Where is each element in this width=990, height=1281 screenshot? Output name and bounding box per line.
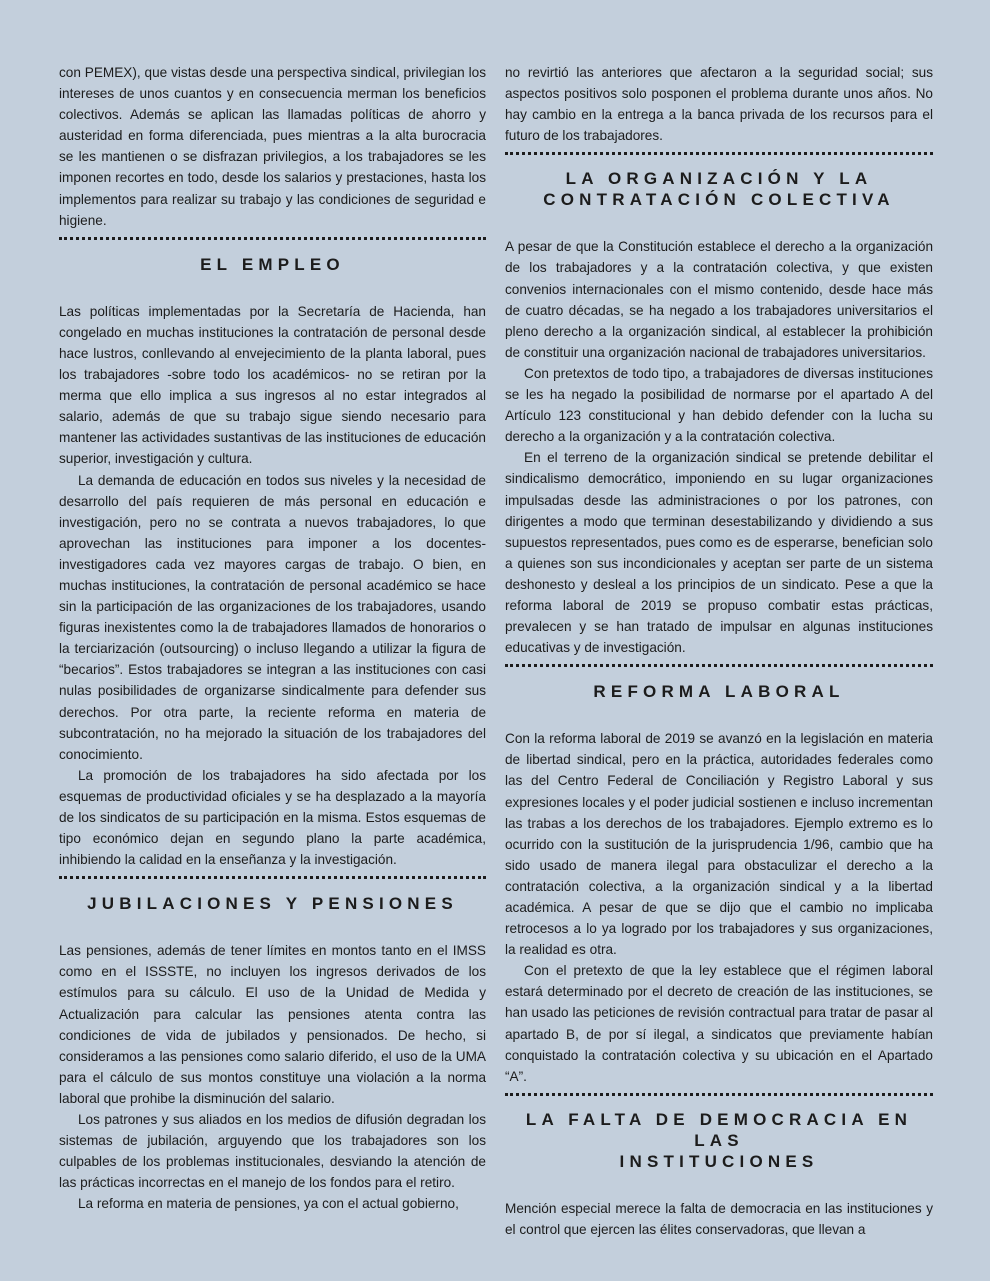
- left-intro-paragraph: con PEMEX), que vistas desde una perspectiva sindical, privilegian los intereses de unos cuantos y en consecuencia merman los beneficios colectivos. Además se aplican las llamadas políticas de ahorro y austeridad en forma diferenciada, pues mientras a la alta burocracia se les mantienen o se disfrazan privilegios, a los trabajadores se les imponen recortes en todo, desde los salarios y prestaciones, hasta los implementos para realizar su trabajo y las condiciones de seguridad e higiene.: [59, 65, 486, 228]
- pensiones-paragraph-3: La reforma en materia de pensiones, ya con el actual gobierno,: [78, 1196, 459, 1212]
- dotted-separator: [59, 876, 486, 879]
- right-column: [505, 62, 933, 1240]
- dotted-separator: [59, 237, 486, 240]
- dotted-separator: [505, 1093, 933, 1096]
- empleo-paragraph-2: La demanda de educación en todos sus niveles y la necesidad de desarrollo del país requieren de más personal en educación e investigación, pero no se contrata a nuevos trabajadores, lo que aprovechan las instituciones para imponer a los docentes-investigadores cada vez mayores cargas de trabajo. O bien, en muchas instituciones, la contratación de personal académico se hace sin la participación de las organizaciones de los trabajadores, usando figuras inexistentes como la de trabajadores llamados de honorarios o la terciarización (outsourcing) o incluso llegando a utilizar la figura de “becarios”. Estos trabajadores se integran a las instituciones con casi nulas posibilidades de organizarse sindicalmente para defender sus derechos. Por otra parte, la reciente reforma en materia de subcontratación, no ha mejorado la situación de los trabajadores del conocimiento.: [59, 472, 486, 762]
- heading-line-2: CONTRATACIÓN COLECTIVA: [543, 190, 895, 210]
- section-heading-democracia: [505, 1109, 933, 1172]
- section-heading-pensiones: JUBILACIONES Y PENSIONES: [87, 894, 458, 914]
- empleo-paragraph-3: La promoción de los trabajadores ha sido afectada por los esquemas de productividad oficiales y se ha desplazado a la mayoría de los sindicatos de su participación en la misma. Estos esquemas de tipo económico dejan en segundo plano la parte académica, inhibiendo la calidad en la enseñanza y la investigación.: [59, 767, 486, 868]
- reforma-paragraph-2: Con el pretexto de que la ley establece que el régimen laboral estará determinado por el decreto de creación de las instituciones, se han usado las peticiones de revisión contractual para tratar de pasar al apartado B, de por sí ilegal, a sindicatos que previamente habían conquistado la contratación colectiva y su ubicación en el Apartado “A”.: [505, 963, 933, 1084]
- section-heading-reforma: REFORMA LABORAL: [593, 682, 845, 702]
- section-heading-empleo: EL EMPLEO: [200, 254, 345, 274]
- right-intro-paragraph: no revirtió las anteriores que afectaron a la seguridad social; sus aspectos positivos solo posponen el problema durante unos años. No hay cambio en la entrega a la banca privada de los recursos para el futuro de los trabajadores.: [505, 65, 933, 144]
- section-heading-organizacion: [505, 168, 933, 210]
- pensiones-paragraph-2: Los patrones y sus aliados en los medios de difusión degradan los sistemas de jubilación, arguyendo que los trabajadores son los culpables de los problemas institucionales, desviando la atención de las prácticas incorrectas en el manejo de los fondos para el retiro.: [59, 1112, 486, 1191]
- empleo-paragraph-1: Las políticas implementadas por la Secretaría de Hacienda, han congelado en muchas instituciones la contratación de personal desde hace lustros, conllevando al envejecimiento de la planta laboral, pues los trabajadores -sobre todo los académicos- no se retiran por la merma que ello implica a sus ingresos al no estar integrados al salario, además de que su trabajo sigue siendo necesario para mantener las actividades sustantivas de las instituciones de educación superior, investigación y cultura.: [59, 303, 486, 467]
- pensiones-paragraph-1: Las pensiones, además de tener límites en montos tanto en el IMSS como en el ISSSTE, no incluyen los ingresos derivados de los estímulos para su cálculo. El uso de la Unidad de Medida y Actualización para calcular las pensiones atenta contra las condiciones de vida de jubilados y pensionados. De hecho, si consideramos a las pensiones como salario diferido, el uso de la UMA para el cálculo de sus montos constituye una violación a la norma laboral que prohibe la disminución del salario.: [59, 943, 486, 1106]
- organizacion-paragraph-2: Con pretextos de todo tipo, a trabajadores de diversas instituciones se les ha negado la posibilidad de normarse por el apartado A del Artículo 123 constitucional y han debido defender con la lucha su derecho a la organización y a la contratación colectiva.: [505, 365, 933, 445]
- organizacion-paragraph-1: A pesar de que la Constitución establece el derecho a la organización de los trabajadores y a la contratación colectiva, y que existen convenios internacionales con el mismo contenido, desde hace más de cuatro décadas, se ha negado a los trabajadores universitarios el pleno derecho a la organización sindical, al establecer la prohibición de constituir una organización nacional de trabajadores universitarios.: [505, 239, 933, 360]
- left-column: [59, 62, 486, 1215]
- heading-line-1: LA FALTA DE DEMOCRACIA EN LAS: [525, 1109, 913, 1150]
- dotted-separator: [505, 664, 933, 667]
- dotted-separator: [505, 152, 933, 155]
- heading-line-2: INSTITUCIONES: [619, 1151, 819, 1171]
- organizacion-paragraph-3: En el terreno de la organización sindical se pretende debilitar el sindicalismo democrático, imponiendo en su lugar organizaciones impulsadas desde las administraciones o por los patrones, con dirigentes a modo que terminan desestabilizando y dividiendo a sus supuestos representados, pues como es de esperarse, benefician solo a quienes son sus incondicionales y aceptan ser parte de un sistema deshonesto y desleal a los principios de un sindicato. Pese a que la reforma laboral de 2019 se propuso combatir estas prácticas, prevalecen y se han tratado de impulsar en algunas instituciones educativas y de investigación.: [505, 450, 933, 656]
- heading-line-1: LA ORGANIZACIÓN Y LA: [565, 169, 873, 189]
- democracia-paragraph-1: Mención especial merece la falta de democracia en las instituciones y el control que ejercen las élites conservadoras, que llevan a: [505, 1200, 933, 1237]
- reforma-paragraph-1: Con la reforma laboral de 2019 se avanzó en la legislación en materia de libertad sindical, pero en la práctica, autoridades federales como las del Centro Federal de Conciliación y Registro Laboral y sus expresiones locales y el poder judicial sostienen e incluso incrementan las trabas a los derechos de los trabajadores. Ejemplo extremo es lo ocurrido con la sustitución de la jurisprudencia 1/96, cambio que ha sido usado de manera ilegal para obstaculizar el derecho a la contratación colectiva, a la organización sindical y a la libertad académica. A pesar de que se dijo que el cambio no implicaba retrocesos a lo ya logrado por los trabajadores y sus organizaciones, la realidad es otra.: [505, 731, 933, 958]
